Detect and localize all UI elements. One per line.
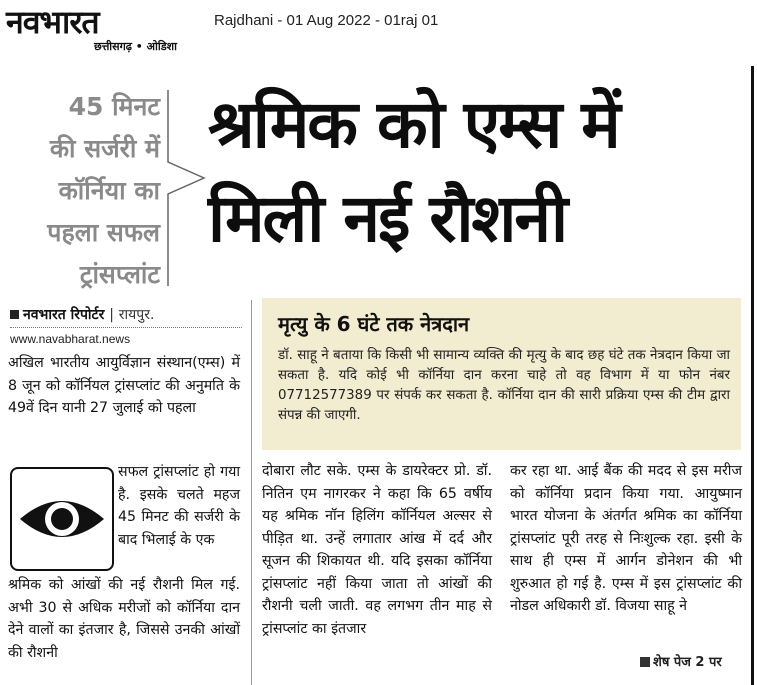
- sidebar-box-title: मृत्यु के 6 घंटे तक नेत्रदान: [278, 312, 470, 336]
- byline-divider: [10, 327, 242, 328]
- article-col1-top: अखिल भारतीय आयुर्विज्ञान संस्थान(एम्स) में 8 जून को कॉर्नियल ट्रांसप्लांट की अनुमति के 49वें दिन यानी 27 जुलाई को पहला: [8, 355, 240, 416]
- headline-line-2: मिली नई रौशनी: [208, 180, 567, 257]
- page-rule-right: [751, 66, 754, 685]
- main-headline: [208, 78, 748, 266]
- kicker-heading: [8, 86, 160, 296]
- byline-square-icon: [10, 310, 19, 319]
- kicker-line: की सर्जरी में: [49, 134, 160, 163]
- continuation-note: [640, 652, 722, 670]
- byline-place: रायपुर.: [118, 307, 155, 323]
- logo-text: नवभारत: [6, 3, 99, 41]
- article-col1-wrap: सफल ट्रांसप्लांट हो गया है. इसके चलते महज 45 मिनट की सर्जरी के बाद भिलाई के एक: [118, 464, 240, 548]
- kicker-line: कॉर्निया का: [58, 176, 160, 205]
- byline-separator: |: [109, 307, 114, 323]
- headline-line-1: श्रमिक को एम्स में: [208, 86, 619, 163]
- column-divider: [251, 300, 252, 685]
- byline: [10, 305, 242, 328]
- eye-graphic: [10, 467, 114, 571]
- newspaper-logo: [4, 4, 199, 59]
- kicker-line: 45 मिनट: [68, 92, 160, 121]
- continuation-square-icon: [640, 657, 650, 667]
- website-link[interactable]: www.navabharat.news: [10, 332, 131, 346]
- edition-line: Rajdhani - 01 Aug 2022 - 01raj 01: [214, 12, 439, 29]
- article-col2: दोबारा लौट सके. एम्स के डायरेक्टर प्रो. डॉ. नितिन एम नागरकर ने कहा कि 65 वर्षीय यह श्रमिक नॉन हिलिंग कॉर्नियल अल्सर से पीड़ित था. उन्हें लगातार आंख में दर्द और सूजन की शिकायत थी. यदि इसका कॉर्निया ट्रांसप्लांट नहीं किया जाता तो आंखों की रौशनी चली जाती. वह लगभग तीन माह से ट्रांसप्लांट का इंतजार: [262, 463, 492, 637]
- logo-subtitle: छत्तीसगढ़ • ओडिशा: [94, 40, 177, 53]
- kicker-bracket: [164, 88, 212, 288]
- article-col1-bottom: श्रमिक को आंखों की नई रौशनी मिल गई. अभी 30 से अधिक मरीजों को कॉर्निया दान देने वालों का इंतजार है, जिससे उनकी आंखों की रौशनी: [8, 577, 240, 661]
- eye-icon: [12, 469, 112, 569]
- kicker-line: ट्रांसप्लांट: [79, 260, 160, 289]
- kicker-line: पहला सफल: [47, 218, 160, 247]
- article-col3: कर रहा था. आई बैंक की मदद से इस मरीज को कॉर्निया प्रदान किया गया. आयुष्मान भारत योजना के अंतर्गत श्रमिक का कॉर्निया ट्रांसप्लांट पूरी तरह से निःशुल्क रहा. इसी के साथ ही एम्स में आर्गन डोनेशन की भी शुरुआत हो गई है. एम्स में इस ट्रांसप्लांट की नोडल अधिकारी डॉ. विजया साहू ने: [510, 463, 742, 614]
- continuation-text: शेष पेज 2 पर: [653, 655, 722, 670]
- sidebar-box-text: डॉ. साहू ने बताया कि किसी भी सामान्य व्यक्ति की मृत्यु के बाद छह घंटे तक नेत्रदान किया जा सकता है. यदि कोई भी कॉर्निया दान करना चाहे तो वह विभाग में या फोन नंबर 07712577389 पर संपर्क कर सकता है. कॉर्निया दान की सारी प्रक्रिया एम्स की टीम द्वारा संपन्न की जाएगी.: [278, 348, 730, 423]
- reporter-name: नवभारत रिपोर्टर: [23, 307, 105, 323]
